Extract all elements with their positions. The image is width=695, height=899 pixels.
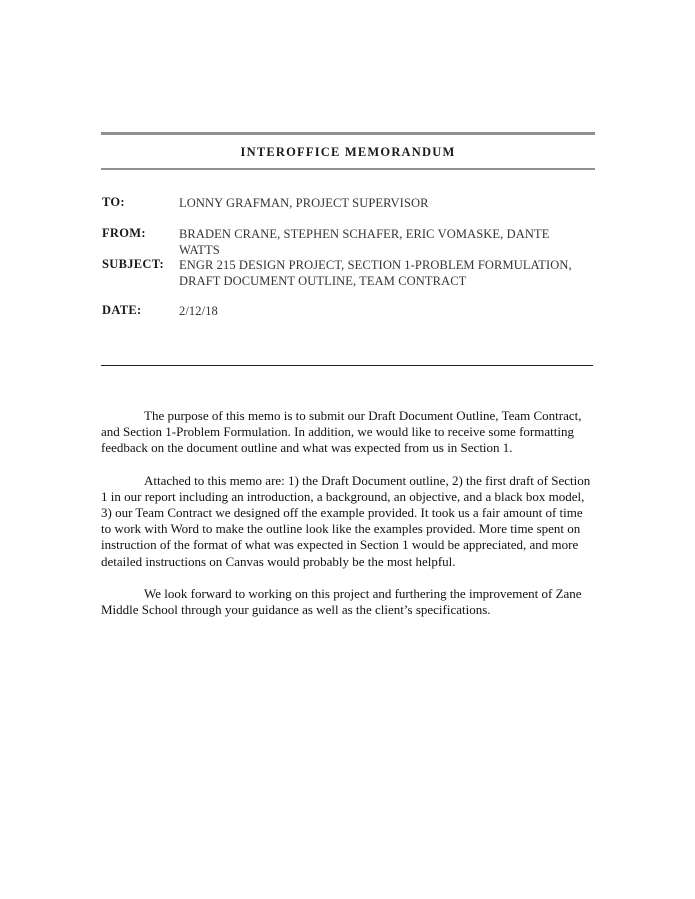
body-paragraph-attachments: Attached to this memo are: 1) the Draft Document outline, 2) the first draft of Section 1 in our report including an introduction, a background, an objective, and a black box model, 3) our Team Contract we designed off the example provided. It took us a fair amount of time to work with Word to make the outline look like the examples provided. More time spent on instruction of the format of what was expected in Section 1 would be appreciated, and more detailed instructions on Canvas would probably be the most helpful.	[101, 472, 591, 569]
header-rule-bottom	[101, 168, 595, 170]
fields-divider	[101, 365, 593, 366]
body-paragraph-purpose: The purpose of this memo is to submit our Draft Document Outline, Team Contract, and Section 1-Problem Formulation. In addition, we would like to receive some formatting feedback on the document outline and what was expected from us in Section 1.	[101, 408, 582, 456]
body-paragraph-closing: We look forward to working on this project and furthering the improvement of Zane Middle School through your guidance as well as the client’s specifications.	[101, 585, 582, 618]
subject-value: ENGR 215 DESIGN PROJECT, SECTION 1-PROBLEM FORMULATION, DRAFT DOCUMENT OUTLINE, TEAM CONTRACT	[179, 258, 572, 288]
date-label: DATE:	[102, 303, 142, 317]
memo-title: INTEROFFICE MEMORANDUM	[240, 145, 456, 159]
memo-body	[101, 408, 593, 634]
from-label: FROM:	[102, 226, 146, 240]
date-value: 2/12/18	[179, 304, 218, 318]
header-rule-top	[101, 132, 595, 135]
subject-label: SUBJECT:	[102, 257, 164, 271]
to-value: LONNY GRAFMAN, PROJECT SUPERVISOR	[179, 196, 429, 210]
to-label: TO:	[102, 195, 125, 209]
from-value: BRADEN CRANE, STEPHEN SCHAFER, ERIC VOMASKE, DANTE WATTS	[179, 227, 550, 257]
